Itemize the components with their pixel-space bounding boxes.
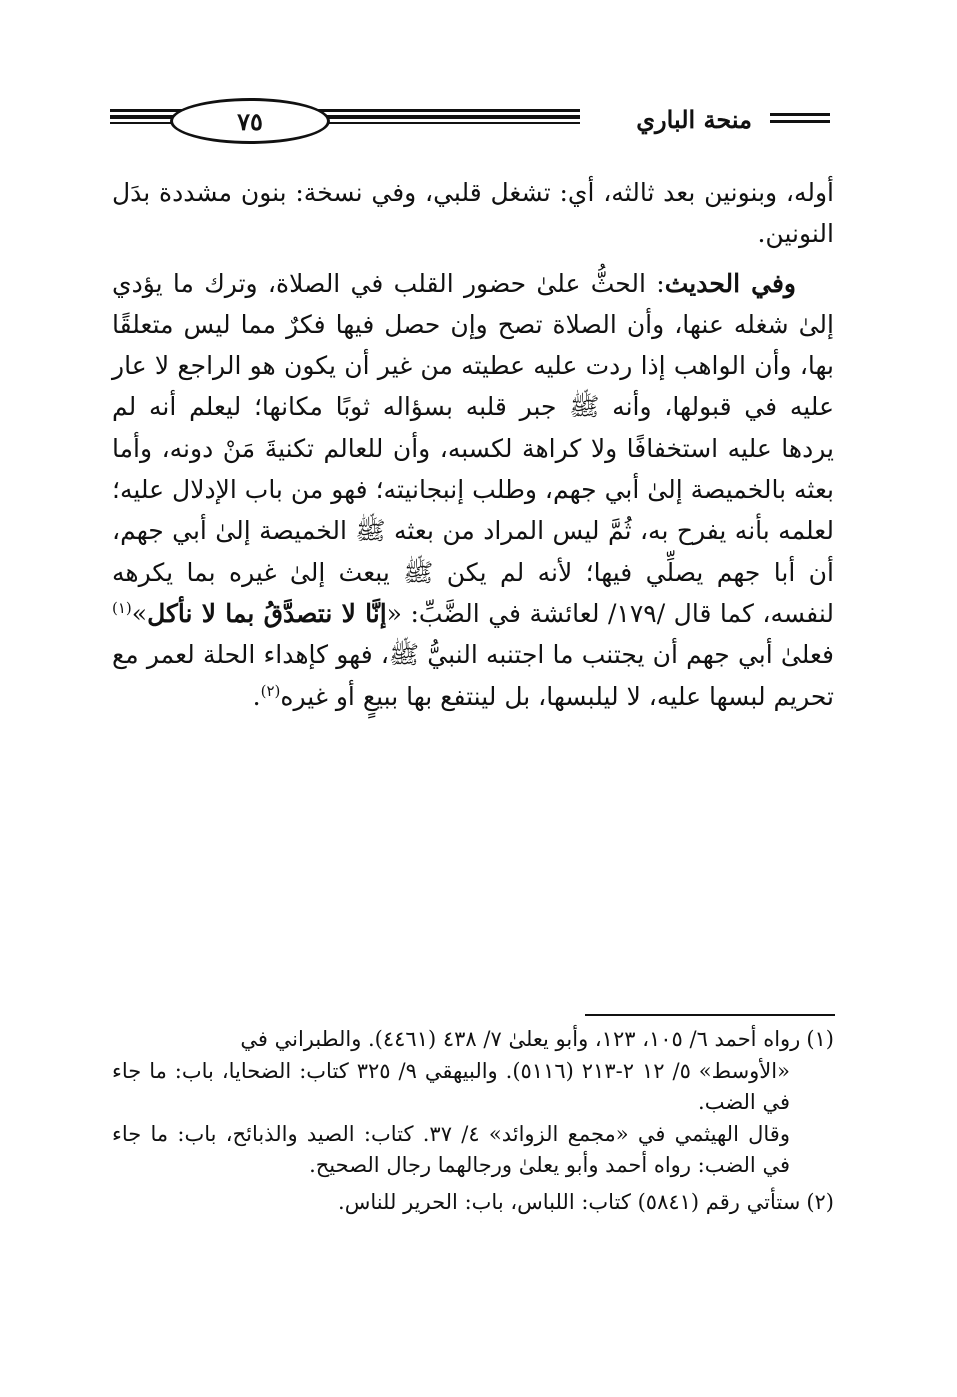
footnote-1-continuation: «الأوسط» ٥/ ١٢ ٢-٢١٣ (٥١١٦). والبيهقي ٩/ ٣٢٥ كتاب: الضحايا، باب: ما جاء في الضب.: [112, 1058, 790, 1114]
header-short-rule: [770, 113, 830, 127]
footnotes: [112, 1024, 834, 1223]
footnote-1-number: (١): [806, 1027, 834, 1051]
running-title: منحة الباري: [636, 105, 752, 134]
footnote-2-text: ستأتي رقم (٥٨٤١) كتاب: اللباس، باب: الحرير للناس.: [338, 1189, 801, 1214]
footnote-1-continuation-2: وقال الهيثمي في «مجمع الزوائد» ٤/ ٣٧. كتاب: الصيد والذبائح، باب: ما جاء في الضب: رواه أحمد وأبو يعلىٰ ورجالهما رجال الصحيح.: [112, 1121, 790, 1177]
hadith-quote: إنَّا لا نتصدَّقُ بما لا نأكل: [147, 598, 387, 628]
footnote-2-number: (٢): [806, 1189, 834, 1214]
page-number-badge: [170, 98, 330, 144]
paragraph-1: أوله، وبنونين بعد ثالثه، أي: تشغل قلبي، وفي نسخة: بنون مشددة بدَل النونين.: [112, 178, 834, 249]
paragraph-2-text-c: فعلىٰ أبي جهم أن يجتنب ما اجتنبه النبيُّ ﷺ، فهو كإهداء الحلة لعمر مع تحريم لبسها عليه، لا ليلبسها، بل لينتفع بها ببيعٍ أو غيره: [112, 640, 834, 711]
paragraph-2: [112, 263, 834, 717]
paragraph-2-lead: وفي الحديث: [664, 268, 796, 298]
footnote-2: [112, 1187, 834, 1219]
main-text: [112, 172, 834, 717]
footnote-1-line-1: رواه أحمد ٦/ ١٠٥، ١٢٣، وأبو يعلىٰ ٧/ ٤٣٨ (٤٤٦١). والطبراني في: [240, 1027, 801, 1051]
footnote-ref-1[interactable]: (١): [112, 598, 132, 617]
paragraph-2-end: .: [252, 681, 261, 711]
paragraph-2-text-b: »: [131, 598, 148, 628]
paragraph-2-text-a: : الحثُّ علىٰ حضور القلب في الصلاة، وترك ما يؤدي إلىٰ شغله عنها، وأن الصلاة تصح وإن حصل فيها فكرٌ مما ليس متعلقًا بها، وأن الواهب إذا ردت عليه عطيته من غير أن يكون هو الراجع لا عار عليه في قبولها، وأنه ﷺ جبر قلبه بسؤاله ثوبًا مكانها؛ ليعلم أنه لم يردها عليه استخفافًا ولا كراهة لكسبه، وأن للعالم تكنيةَ مَنْ دونه، وأما بعثه بالخميصة إلىٰ أبي جهم، وطلب إنبجانيته؛ فهو من باب الإدلال عليه؛ لعلمه بأنه يفرح به، ثُمَّ ليس المراد من بعثه ﷺ الخميصة إلىٰ أبي جهم، أن أبا جهم يصلِّي فيها؛ لأنه لم يكن ﷺ يبعث إلىٰ غيره بما يكرهه لنفسه، كما قال /١٧٩/ لعائشة في الضَّبِّ: «: [112, 268, 834, 628]
page-number: ٧٥: [237, 106, 263, 136]
footnote-1: [112, 1024, 834, 1182]
footnote-separator: [585, 1014, 835, 1016]
page-header: [110, 95, 830, 155]
footnote-ref-2[interactable]: (٢): [260, 681, 281, 700]
